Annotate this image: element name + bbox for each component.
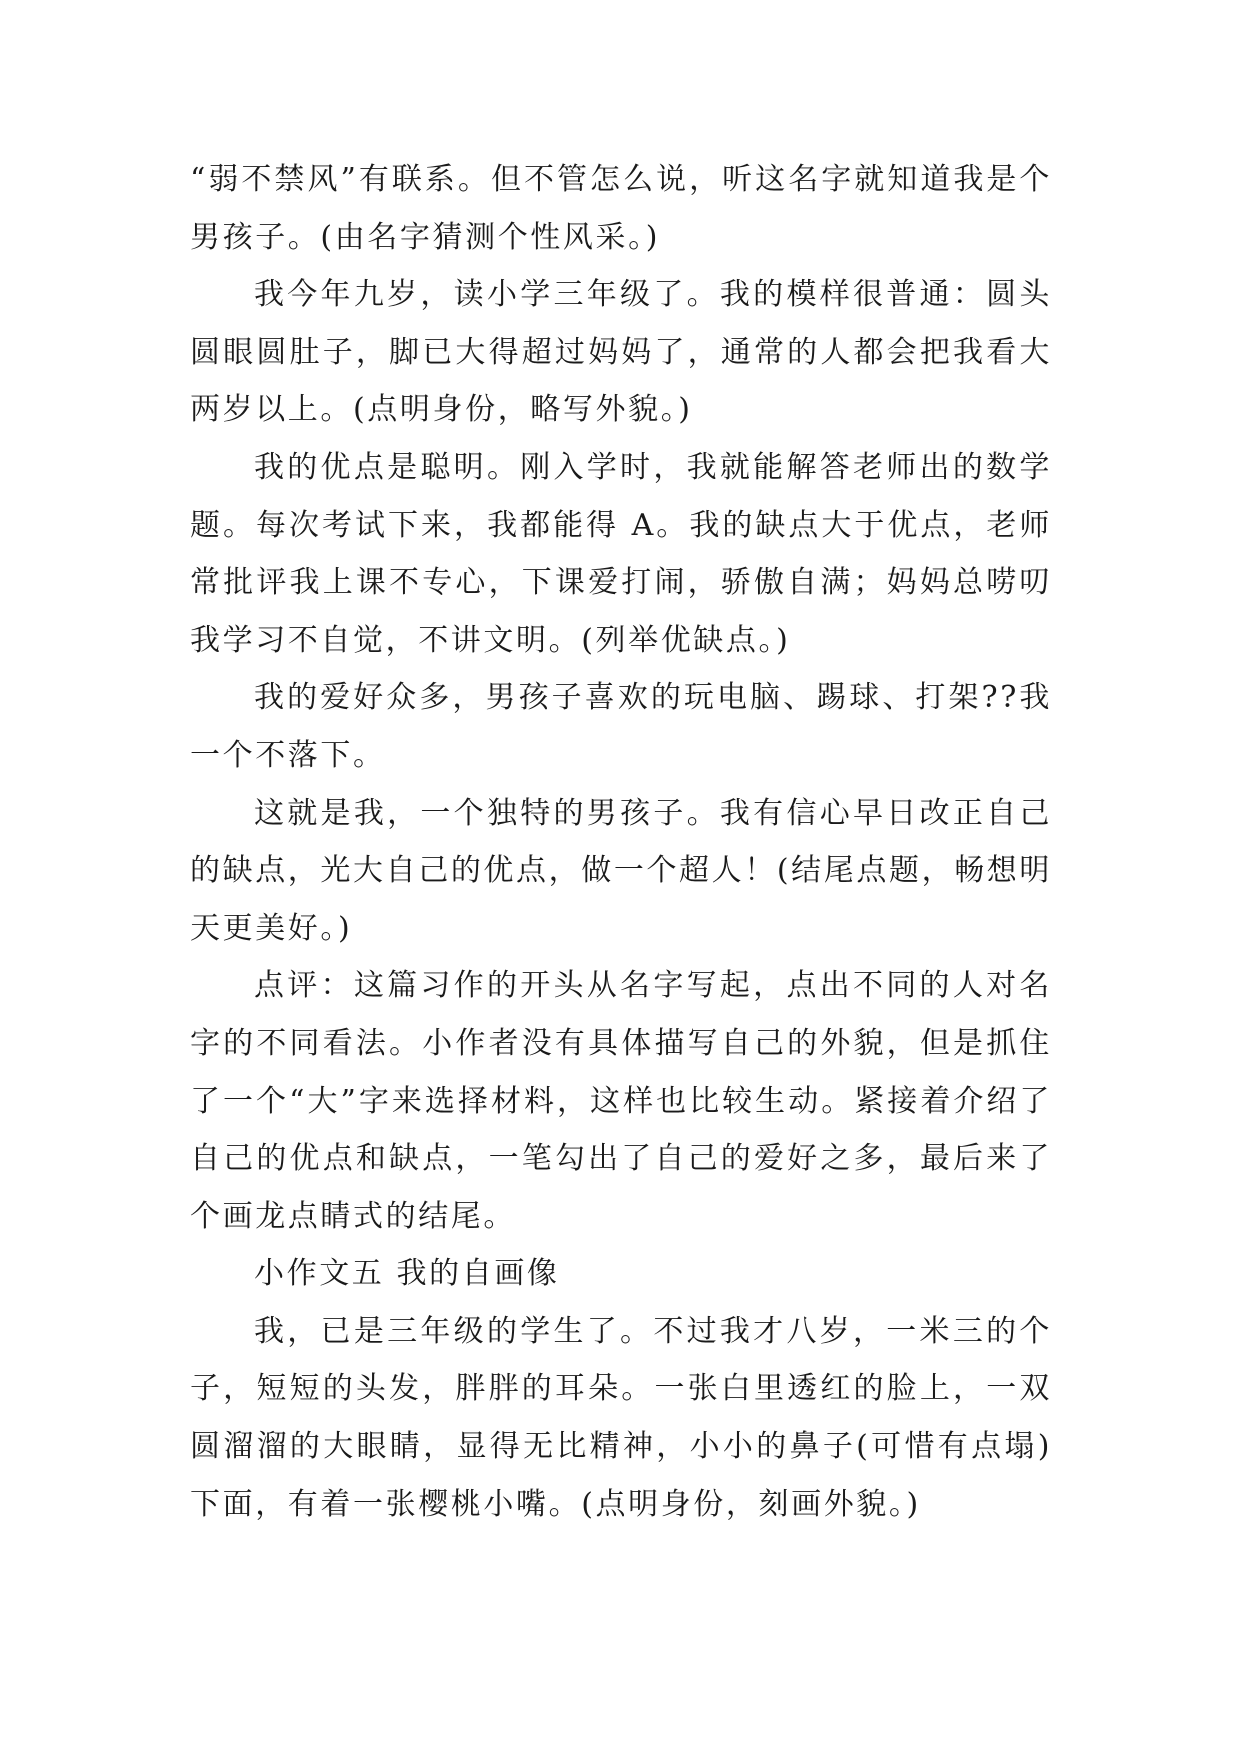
paragraph-strengths-weaknesses: 我的优点是聪明。刚入学时，我就能解答老师出的数学题。每次考试下来，我都能得 A。我的缺点大于优点，老师常批评我上课不专心，下课爱打闹，骄傲自满；妈妈总唠叨我学习不自觉，不讲文明。(列举优缺点。) — [190, 449, 1052, 658]
paragraph-commentary: 点评：这篇习作的开头从名字写起，点出不同的人对名字的不同看法。小作者没有具体描写自己的外貌，但是抓住了一个“大”字来选择材料，这样也比较生动。紧接着介绍了自己的优点和缺点，一笔勾出了自己的爱好之多，最后来了个画龙点睛式的结尾。 — [190, 968, 1052, 1234]
document-body — [190, 151, 1052, 1533]
paragraph-name-continuation: “弱不禁风”有联系。但不管怎么说，听这名字就知道我是个男孩子。(由名字猜测个性风采。) — [190, 162, 1052, 255]
paragraph-hobbies: 我的爱好众多，男孩子喜欢的玩电脑、踢球、打架??我一个不落下。 — [190, 680, 1052, 773]
essay-title: 小作文五 我的自画像 — [254, 1256, 560, 1292]
paragraph-age-appearance: 我今年九岁，读小学三年级了。我的模样很普通：圆头圆眼圆肚子，脚已大得超过妈妈了，通常的人都会把我看大两岁以上。(点明身份，略写外貌。) — [190, 277, 1052, 428]
paragraph-conclusion: 这就是我，一个独特的男孩子。我有信心早日改正自己的缺点，光大自己的优点，做一个超人！(结尾点题，畅想明天更美好。) — [190, 795, 1052, 946]
paragraph-self-portrait: 我，已是三年级的学生了。不过我才八岁，一米三的个子，短短的头发，胖胖的耳朵。一张白里透红的脸上，一双圆溜溜的大眼睛，显得无比精神，小小的鼻子(可惜有点塌)下面，有着一张樱桃小嘴。(点明身份，刻画外貌。) — [190, 1313, 1052, 1522]
